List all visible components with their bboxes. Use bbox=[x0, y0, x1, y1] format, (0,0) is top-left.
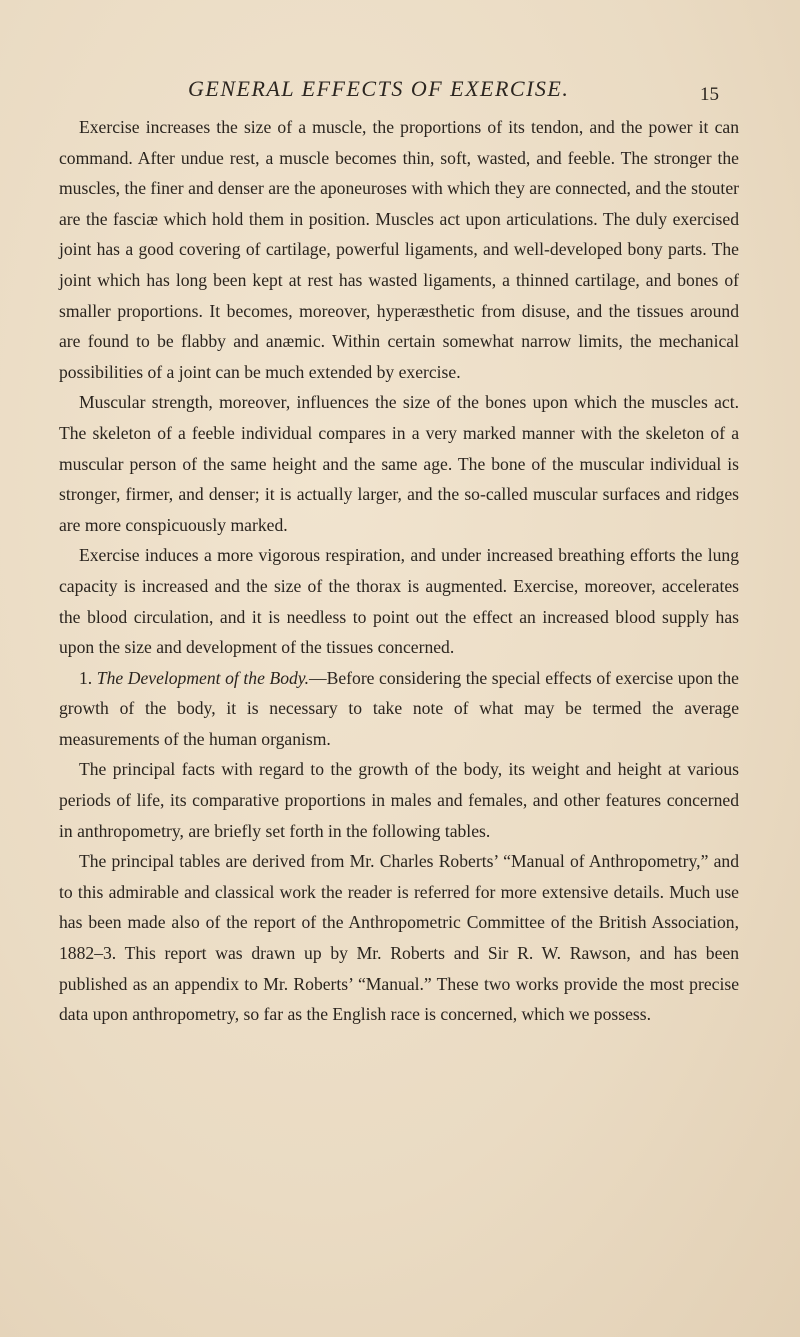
section-number: 1. bbox=[79, 667, 93, 688]
body-text bbox=[59, 112, 739, 1030]
paragraph-sources: The principal tables are derived from Mr. Charles Roberts’ “Manual of Anthropometry,” and to this admirable and classical work the reader is referred for more extensive details. Much use has been made also of the report of the Anthropometric Committee of the British Association, 1882–3. This report was drawn up by Mr. Roberts and Sir R. W. Rawson, and has been published as an appendix to Mr. Roberts’ “Manual.” These two works provide the most precise data upon anthropometry, so far as the English race is concerned, which we possess. bbox=[59, 851, 739, 1025]
section-title: The Development of the Body. bbox=[96, 667, 310, 688]
paragraph-section-development bbox=[59, 663, 739, 755]
running-head-title: GENERAL EFFECTS OF EXERCISE. bbox=[188, 76, 570, 101]
section-intro-text: —Before considering the special effects of exercise upon the growth of the body, it is necessary to take note of what may be termed the average measurements of the human organism. bbox=[59, 667, 739, 749]
paragraph-respiration: Exercise induces a more vigorous respiration, and under increased breathing efforts the lung capacity is increased and the size of the thorax is augmented. Exercise, moreover, accelerates the blood circulation, and it is needless to point out the effect an increased blood supply has upon the size and development of the tissues concerned. bbox=[59, 545, 739, 658]
paragraph-bone-strength: Muscular strength, moreover, influences the size of the bones upon which the muscles act. The skeleton of a feeble individual compares in a very marked manner with the skeleton of a muscular person of the same height and the same age. The bone of the muscular individual is stronger, firmer, and denser; it is actually larger, and the so-called muscular surfaces and ridges are more conspicuously marked. bbox=[59, 392, 739, 535]
page-number: 15 bbox=[700, 84, 719, 105]
paragraph-growth-facts: The principal facts with regard to the growth of the body, its weight and height at various periods of life, its comparative proportions in males and females, and other features concerned in anthropometry, are briefly set forth in the following tables. bbox=[59, 759, 739, 841]
paragraph-muscle-size: Exercise increases the size of a muscle, the proportions of its tendon, and the power it can command. After undue rest, a muscle becomes thin, soft, wasted, and feeble. The stronger the muscles, the finer and denser are the aponeuroses with which they are connected, and the stouter are the fasciæ which hold them in position. Muscles act upon articulations. The duly exercised joint has a good covering of cartilage, powerful ligaments, and well-developed bony parts. The joint which has long been kept at rest has wasted ligaments, a thinned cartilage, and bones of smaller proportions. It becomes, moreover, hyperæsthetic from disuse, and the tissues around are found to be flabby and anæmic. Within certain somewhat narrow limits, the mechanical possibilities of a joint can be much extended by exercise. bbox=[59, 117, 739, 382]
